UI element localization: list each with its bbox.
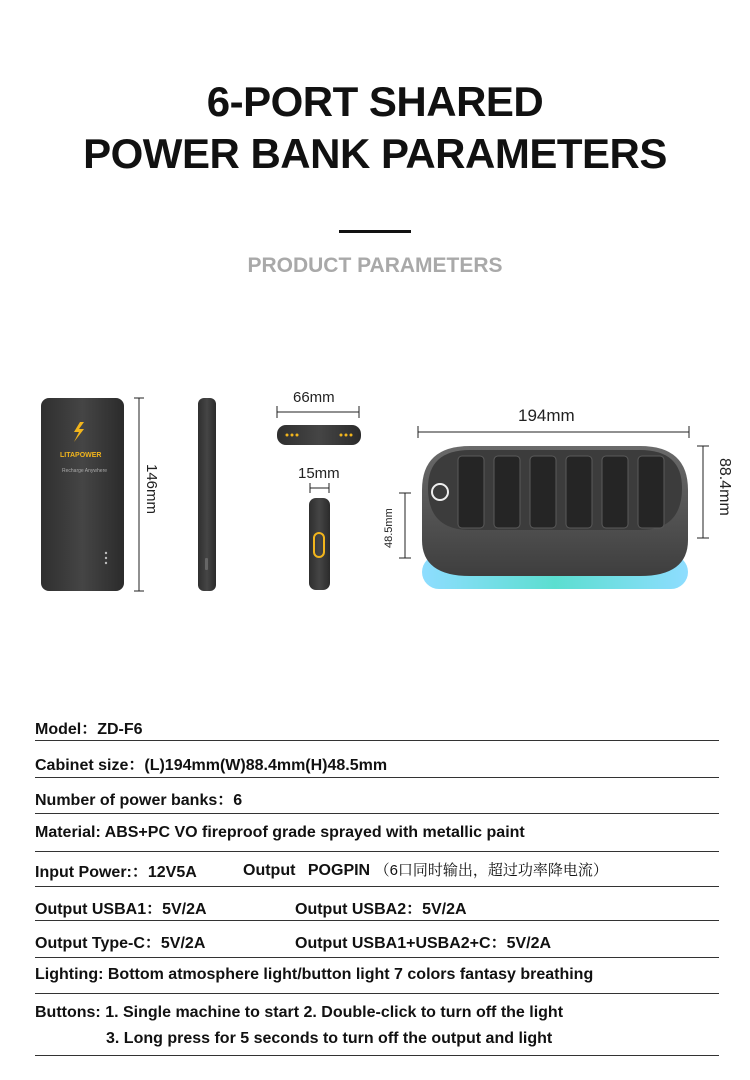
spec-usba-row <box>35 896 719 919</box>
brand-label: LITAPOWER <box>60 452 102 459</box>
spec-buttons-line1: Buttons: 1. Single machine to start 2. Double-click to turn off the light <box>35 1004 564 1021</box>
spec-model: Model：ZD-F6 <box>35 721 143 738</box>
power-bank-side <box>198 398 216 591</box>
divider <box>35 957 719 958</box>
divider <box>35 813 719 814</box>
spec-input-power: Input Power:：12V5A <box>35 864 197 881</box>
spec-usba2: Output USBA2：5V/2A <box>295 901 467 918</box>
power-bank-end <box>309 498 330 590</box>
divider <box>35 920 719 921</box>
dim-bank-height: 146mm <box>143 464 160 515</box>
spec-usba1: Output USBA1：5V/2A <box>35 901 207 918</box>
title-divider <box>339 230 411 233</box>
divider <box>35 1055 719 1056</box>
dim-cabinet-height: 48.5mm <box>383 508 395 548</box>
dim-bank-depth: 15mm <box>298 465 340 482</box>
page-title-line2: POWER BANK PARAMETERS <box>83 130 667 177</box>
spec-buttons-line2: 3. Long press for 5 seconds to turn off the output and light <box>106 1030 553 1047</box>
page-title-line1: 6-PORT SHARED <box>206 78 544 125</box>
spec-output-note: （6口同时输出，超过功率降电流） <box>374 862 608 879</box>
spec-usba-combo: Output USBA1+USBA2+C：5V/2A <box>295 935 552 952</box>
spec-lighting: Lighting: Bottom atmosphere light/button light 7 colors fantasy breathing <box>35 966 594 983</box>
spec-cabinet-size: Cabinet size：(L)194mm(W)88.4mm(H)48.5mm <box>35 757 388 774</box>
brand-tagline: Recharge Anywhere <box>62 468 108 474</box>
divider <box>35 886 719 887</box>
dim-bank-width: 66mm <box>293 389 335 406</box>
divider <box>35 851 719 852</box>
spec-material: Material: ABS+PC VO fireproof grade sprayed with metallic paint <box>35 824 525 841</box>
product-illustration <box>0 380 750 610</box>
dim-cabinet-width: 88.4mm <box>716 458 733 516</box>
dim-cabinet-length: 194mm <box>518 406 575 425</box>
divider <box>35 777 719 778</box>
spec-power-row <box>35 859 719 882</box>
spec-typec-row <box>35 930 719 953</box>
spec-typec: Output Type-C：5V/2A <box>35 935 206 952</box>
spec-output-label: Output <box>243 862 296 879</box>
spec-num-banks: Number of power banks：6 <box>35 792 243 809</box>
charging-cabinet <box>422 446 688 589</box>
divider <box>35 740 719 741</box>
spec-output-group <box>243 859 608 880</box>
power-bank-front <box>41 398 124 591</box>
power-bank-top <box>277 425 361 445</box>
spec-output-pogpin: POGPIN <box>307 862 371 879</box>
divider <box>35 993 719 994</box>
section-subtitle: PRODUCT PARAMETERS <box>247 254 503 277</box>
